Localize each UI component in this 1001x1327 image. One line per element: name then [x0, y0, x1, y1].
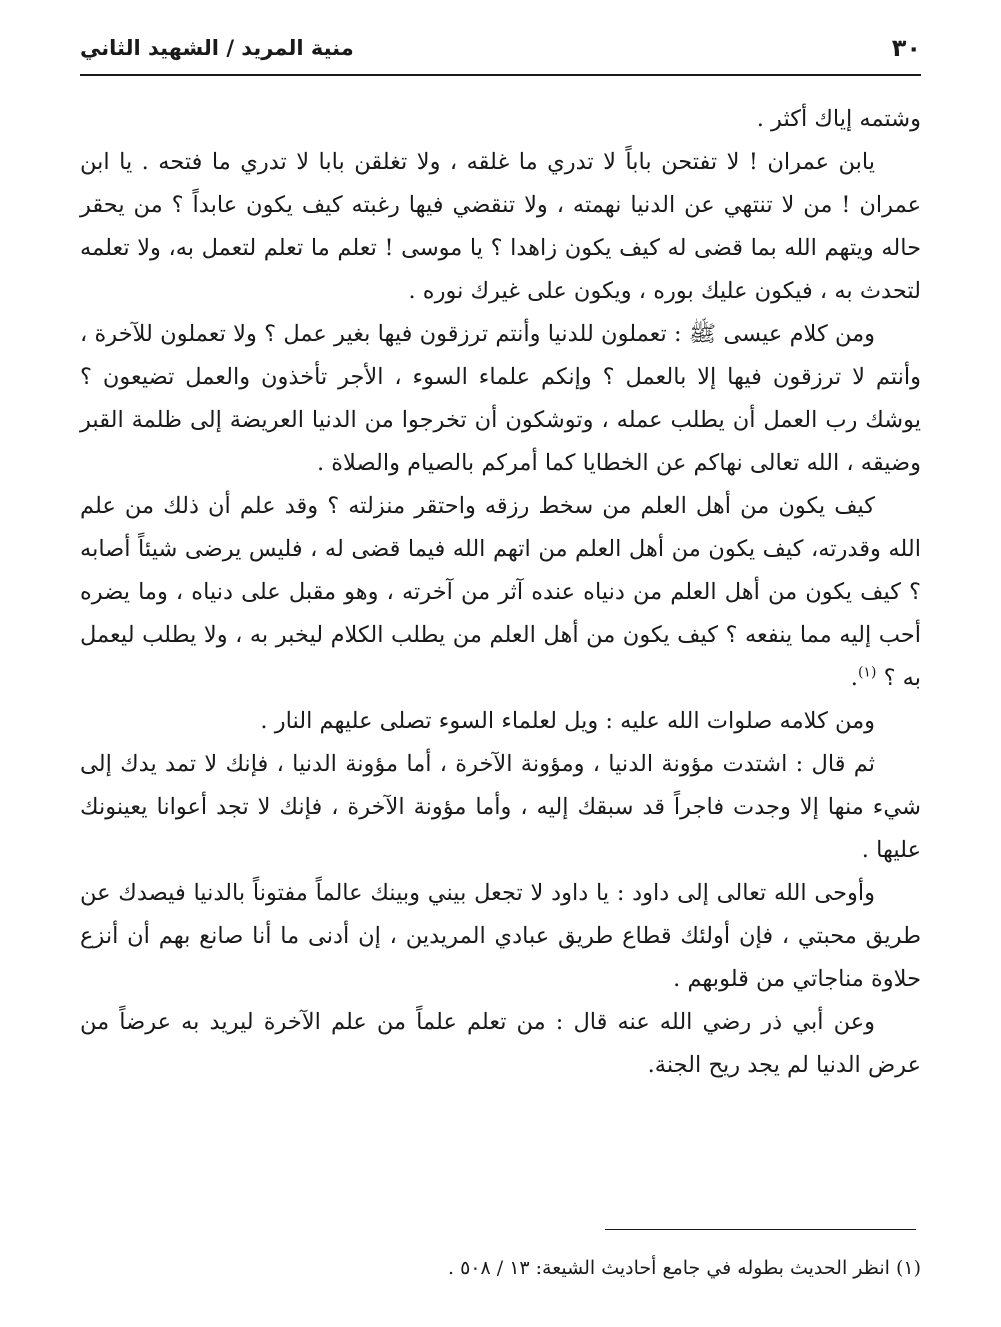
paragraph: ثم قال : اشتدت مؤونة الدنيا ، ومؤونة الآخرة ، أما مؤونة الدنيا ، فإنك لا تمد يدك إلى شيء منها إلا وجدت فاجراً قد سبقك إليه ، وأما مؤونة الآخرة ، فإنك لا تجد أعوانا يعينونك عليها .	[80, 751, 921, 863]
footnote-separator	[605, 1229, 916, 1230]
paragraph-text: كيف يكون من أهل العلم من سخط رزقه واحتقر منزلته ؟ وقد علم أن ذلك من علم الله وقدرته، كيف يكون من أهل العلم من اتهم الله فيما قضى له ، فليس يرضى شيئاً أصابه ؟ كيف يكون من أهل العلم من دنياه عنده آثر من آخرته ، وهو مقبل على دنياه ، وما يضره أحب إليه مما ينفعه ؟ كيف يكون من أهل العلم من يطلب الكلام ليخبر به ، ولا يطلب ليعمل به ؟	[80, 493, 921, 691]
page-number: ٣٠	[891, 34, 921, 62]
footnote: (١) انظر الحديث بطوله في جامع أحاديث الشيعة: ١٣ / ٥٠٨ .	[447, 1257, 921, 1279]
paragraph: ومن كلام عيسى ﷺ : تعملون للدنيا وأنتم ترزقون فيها بغير عمل ؟ ولا تعملون للآخرة ، وأنتم لا ترزقون فيها إلا بالعمل ؟ وإنكم علماء السوء ، الأجر تأخذون والعمل تضيعون ؟ يوشك رب العمل أن يطلب عمله ، وتوشكون أن تخرجوا من الدنيا العريضة إلى ظلمة القبر وضيقه ، الله تعالى نهاكم عن الخطايا كما أمركم بالصيام والصلاة .	[80, 321, 921, 476]
paragraph: وأوحى الله تعالى إلى داود : يا داود لا تجعل بيني وبينك عالماً مفتوناً بالدنيا فيصدك عن طريق محبتي ، فإن أولئك قطاع طريق عبادي المريدين ، إن أدنى ما أنا صانع بهم أن أنزع حلاوة مناجاتي من قلوبهم .	[80, 880, 921, 992]
paragraph-with-footnote	[80, 485, 921, 700]
footnote-reference-tail: .	[850, 665, 858, 691]
footnote-reference: (١)	[857, 664, 877, 681]
main-text	[80, 98, 921, 1087]
paragraph: يابن عمران ! لا تفتحن باباً لا تدري ما غلقه ، ولا تغلقن بابا لا تدري ما فتحه . يا ابن عمران ! من لا تنتهي عن الدنيا نهمته ، ولا تنقضي فيها رغبته كيف يكون عابداً ؟ من يحقر حاله ويتهم الله بما قضى له كيف يكون زاهدا ؟ يا موسى ! تعلم ما تعلم لتعمل به، ولا تعلمه لتحدث به ، فيكون عليك بوره ، ويكون على غيرك نوره .	[80, 149, 921, 304]
running-title: منية المريد / الشهيد الثاني	[80, 36, 354, 60]
paragraph: وشتمه إياك أكثر .	[756, 106, 921, 132]
paragraph: وعن أبي ذر رضي الله عنه قال : من تعلم علماً من علم الآخرة ليريد به عرضاً من عرض الدنيا لم يجد ريح الجنة.	[80, 1009, 921, 1078]
page-header	[80, 30, 921, 76]
paragraph: ومن كلامه صلوات الله عليه : ويل لعلماء السوء تصلى عليهم النار .	[260, 708, 875, 734]
